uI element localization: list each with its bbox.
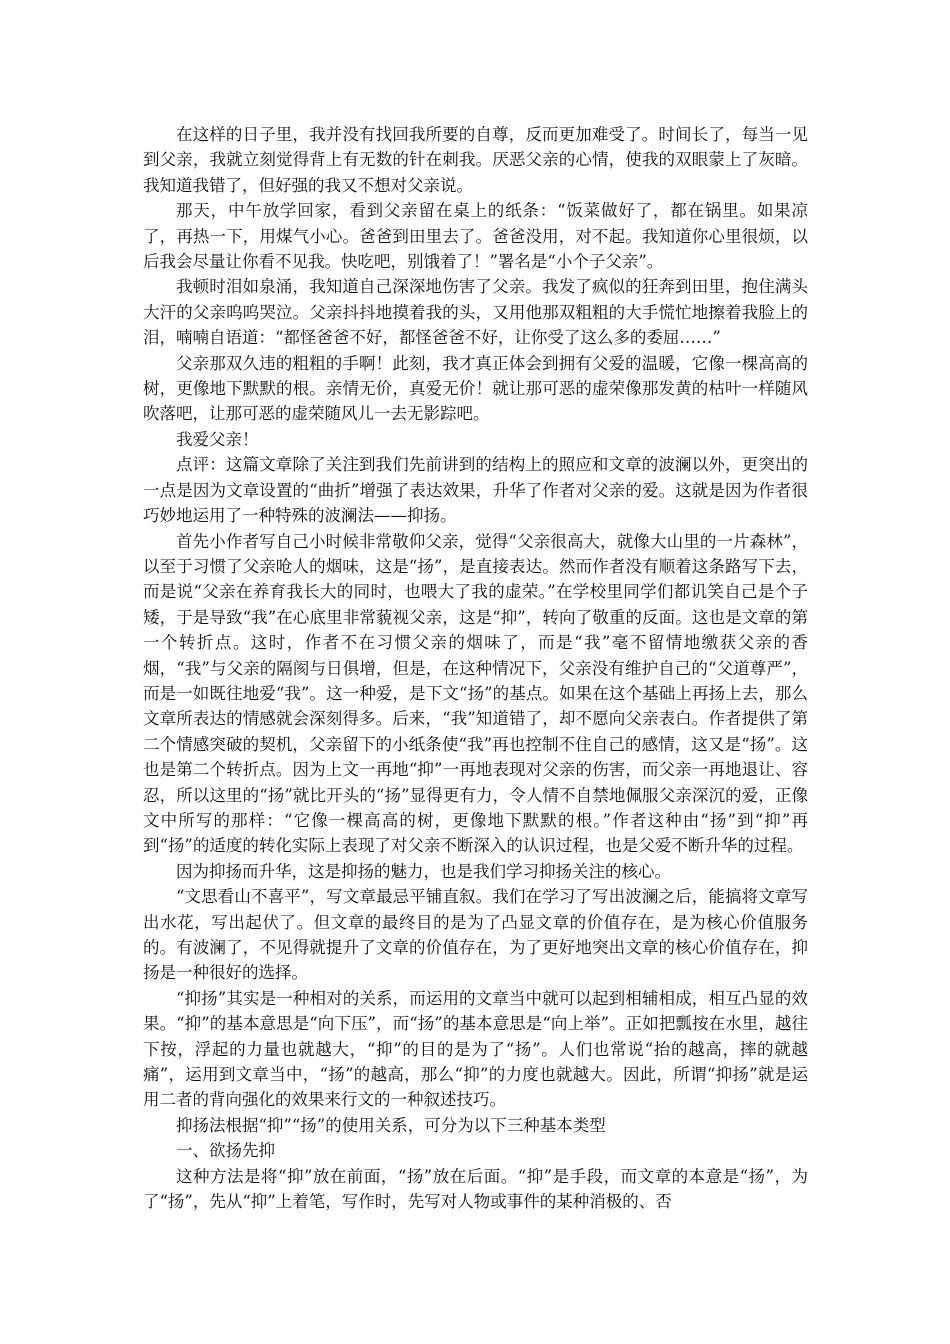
paragraph: 我顿时泪如泉涌，我知道自己深深地伤害了父亲。我发了疯似的狂奔到田里，抱住满头大汗的父亲呜呜哭泣。父亲抖抖地摸着我的头，又用他那双粗粗的大手慌忙地擦着我脸上的泪，喃喃自语道：“都怪爸爸不好，都怪爸爸不好，让你受了这么多的委屈……” <box>143 277 808 348</box>
paragraph: 在这样的日子里，我并没有找回我所要的自尊，反而更加难受了。时间长了，每当一见到父亲，我就立刻觉得背上有无数的针在刺我。厌恶父亲的心情，使我的双眼蒙上了灰暗。我知道我错了，但好强的我又不想对父亲说。 <box>143 125 808 195</box>
paragraph: 抑扬法根据“抑”“扬”的使用关系，可分为以下三种基本类型 <box>176 1115 606 1135</box>
paragraph: 因为抑扬而升华，这是抑扬的魅力，也是我们学习抑扬关注的核心。 <box>176 861 671 881</box>
paragraph: 首先小作者写自己小时候非常敬仰父亲，觉得“父亲很高大，就像大山里的一片森林”，以至于习惯了父亲呛人的烟味，这是“扬”，是直接表达。然而作者没有顺着这条路写下去，而是说“父亲在养育我长大的同时，也喂大了我的虚荣。”在学校里同学们都讥笑自己是个子矮，于是导致“我”在心底里非常藐视父亲，这是“抑”，转向了敬重的反面。这也是文章的第一个转折点。这时，作者不在习惯父亲的烟味了，而是“我”毫不留情地缴获父亲的香烟，“我”与父亲的隔阂与日俱增，但是，在这种情况下，父亲没有维护自己的“父道尊严”，而是一如既往地爱“我”。这一种爱，是下文“扬”的基点。如果在这个基础上再扬上去，那么文章所表达的情感就会深刻得多。后来，“我”知道错了，却不愿向父亲表白。作者提供了第二个情感突破的契机，父亲留下的小纸条使“我”再也控制不住自己的感情，这又是“扬”。这也是第二个转折点。因为上文一再地“抑”一再地表现对父亲的伤害，而父亲一再地退让、容忍，所以这里的“扬”就比开头的“扬”显得更有力，令人情不自禁地佩服父亲深沉的爱，正像文中所写的那样：“它像一棵高高的树，更像地下默默的根。”作者这种由“扬”到“抑”再到“扬”的适度的转化实际上表现了对父亲不断深入的认识过程，也是父爱不断升华的过程。 <box>143 531 808 856</box>
paragraph: 父亲那双久违的粗粗的手啊！此刻，我才真正体会到拥有父爱的温暖，它像一棵高高的树，更像地下默默的根。亲情无价，真爱无价！就让那可恶的虚荣像那发黄的枯叶一样随风吹落吧，让那可恶的虚荣随风儿一去无影踪吧。 <box>143 353 808 424</box>
paragraph: “抑扬”其实是一种相对的关系，而运用的文章当中就可以起到相辅相成，相互凸显的效果。“抑”的基本意思是“向下压”，而“扬”的基本意思是“向上举”。正如把瓢按在水里，越往下按，浮起的力量也就越大，“抑”的目的是为了“扬”。人们也常说“抬的越高，摔的就越痛”，运用到文章当中，“扬”的越高，那么“抑”的力度也就越大。因此，所谓“抑扬”就是运用二者的背向强化的效果来行文的一种叙述技巧。 <box>143 988 808 1110</box>
paragraph: “文思看山不喜平”，写文章最忌平铺直叙。我们在学习了写出波澜之后，能搞将文章写出水花，写出起伏了。但文章的最终目的是为了凸显文章的价值存在，是为核心价值服务的。有波澜了，不见得就提升了文章的价值存在，为了更好地突出文章的核心价值存在，抑扬是一种很好的选择。 <box>143 887 808 983</box>
paragraph: 这种方法是将“抑”放在前面，“扬”放在后面。“抑”是手段，而文章的本意是“扬”，为了“扬”，先从“抑”上着笔，写作时，先写对人物或事件的某种消极的、否 <box>143 1166 808 1212</box>
paragraph: 那天，中午放学回家，看到父亲留在桌上的纸条：“饭菜做好了，都在锅里。如果凉了，再热一下，用煤气小心。爸爸到田里去了。爸爸没用，对不起。我知道你心里很烦，以后我会尽量让你看不见我。快吃吧，别饿着了！”署名是“小个子父亲”。 <box>143 201 808 272</box>
document-page <box>143 122 808 1214</box>
section-heading: 一、欲扬先抑 <box>176 1141 275 1161</box>
paragraph: 点评：这篇文章除了关注到我们先前讲到的结构上的照应和文章的波澜以外，更突出的一点是因为文章设置的“曲折”增强了表达效果，升华了作者对父亲的爱。这就是因为作者很巧妙地运用了一种特殊的波澜法——抑扬。 <box>143 455 808 526</box>
paragraph: 我爱父亲！ <box>176 429 259 449</box>
